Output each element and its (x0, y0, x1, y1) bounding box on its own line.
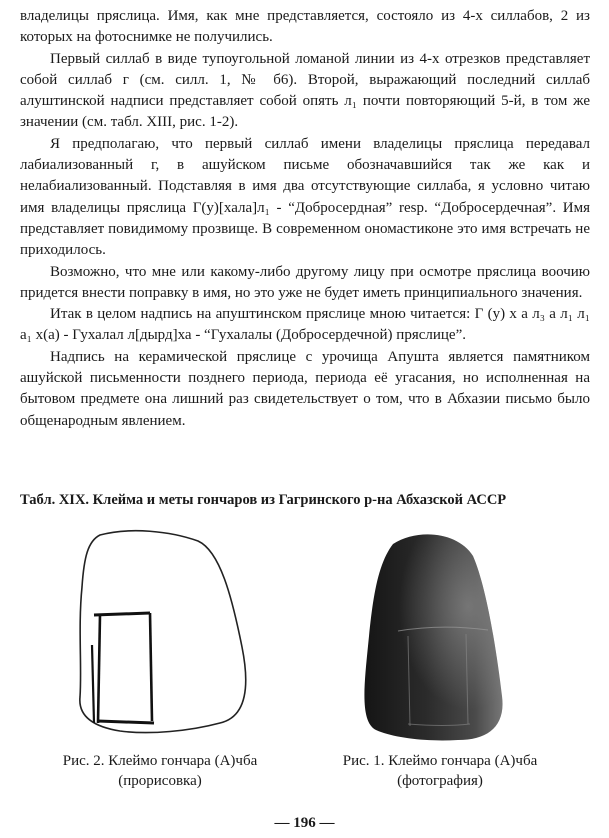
mark-left-inner-line (92, 645, 94, 723)
stamp-drawing-figure (70, 527, 260, 742)
body-text (20, 6, 590, 432)
mark-right-line (150, 613, 152, 721)
figure-2-caption (30, 751, 290, 791)
paragraph-6: Надпись на керамической пряслице с урочища Апушта является памятником ашуйской письменности позднего периода, периода её угасания, но исполненная на бытовом предмете она лишний раз свидетельствует о том, что в Абхазии письмо было общенародным явлением. (20, 348, 590, 429)
figure-1-caption-line1: Рис. 1. Клеймо гончара (А)чба (342, 753, 538, 769)
paragraph-4: Возможно, что мне или какому-либо другому лицу при осмотре пряслица воочию придется внести поправку в имя, но это уже не будет иметь принципиального значения. (20, 263, 590, 301)
paragraph-2: Первый силлаб в виде тупоугольной ломаной линии из 4-х отрезков представляет собой силлаб г (см. силл. 1, № б6). Второй, выражающий последний силлаб алуштинской надписи представляет собой опять л₁ почти повторяющий 5-й, в том же значении (см. табл. XIII, рис. 1-2). (20, 50, 590, 131)
paragraph-3: Я предполагаю, что первый силлаб имени владелицы пряслица передавал лабиализованный г, в ашуйском письме обозначавшийся так же как и нелабиализованный. Подставляя в имя два отсутствующие силлаба, я условно читаю имя владелицы пряслица Г(у)[хала]л₁ - “Добросердная” resp. “Добросердечная”. Имя представляет повидимому прозвище. В современном ономастиконе это имя встречать не приходилось. (20, 135, 590, 259)
stamp-photo-figure (338, 526, 528, 746)
figure-2-caption-line1: Рис. 2. Клеймо гончара (А)чба (62, 753, 258, 769)
paragraph-5: Итак в целом надпись на апуштинском пряслице мною читается: Г (у) х а л₃ а л₁ л₁ а₁ х(а) - Гухалал л[дырд]ха - “Гухалалы (Добросердечной) пряслице”. (20, 306, 590, 344)
stamp-photo-image (338, 526, 528, 746)
mark-bottom-line (98, 721, 154, 723)
table-title: Табл. XIX. Клейма и меты гончаров из Гагринского р-на Абхазской АССР (20, 492, 507, 508)
sherd-outline (80, 531, 246, 733)
paragraph-1: владелицы пряслица. Имя, как мне представляется, состояло из 4-х силлабов, 2 из которых на фотоснимке не получились. (20, 8, 590, 46)
figure-1-caption (310, 751, 570, 791)
mark-left-line (98, 615, 100, 723)
stamp-drawing-image (70, 527, 260, 742)
figure-2-caption-line2: (прорисовка) (118, 773, 202, 789)
mark-top-line (94, 613, 150, 615)
figure-1-caption-line2: (фотография) (397, 773, 483, 789)
page-number: — 196 — (274, 815, 335, 831)
